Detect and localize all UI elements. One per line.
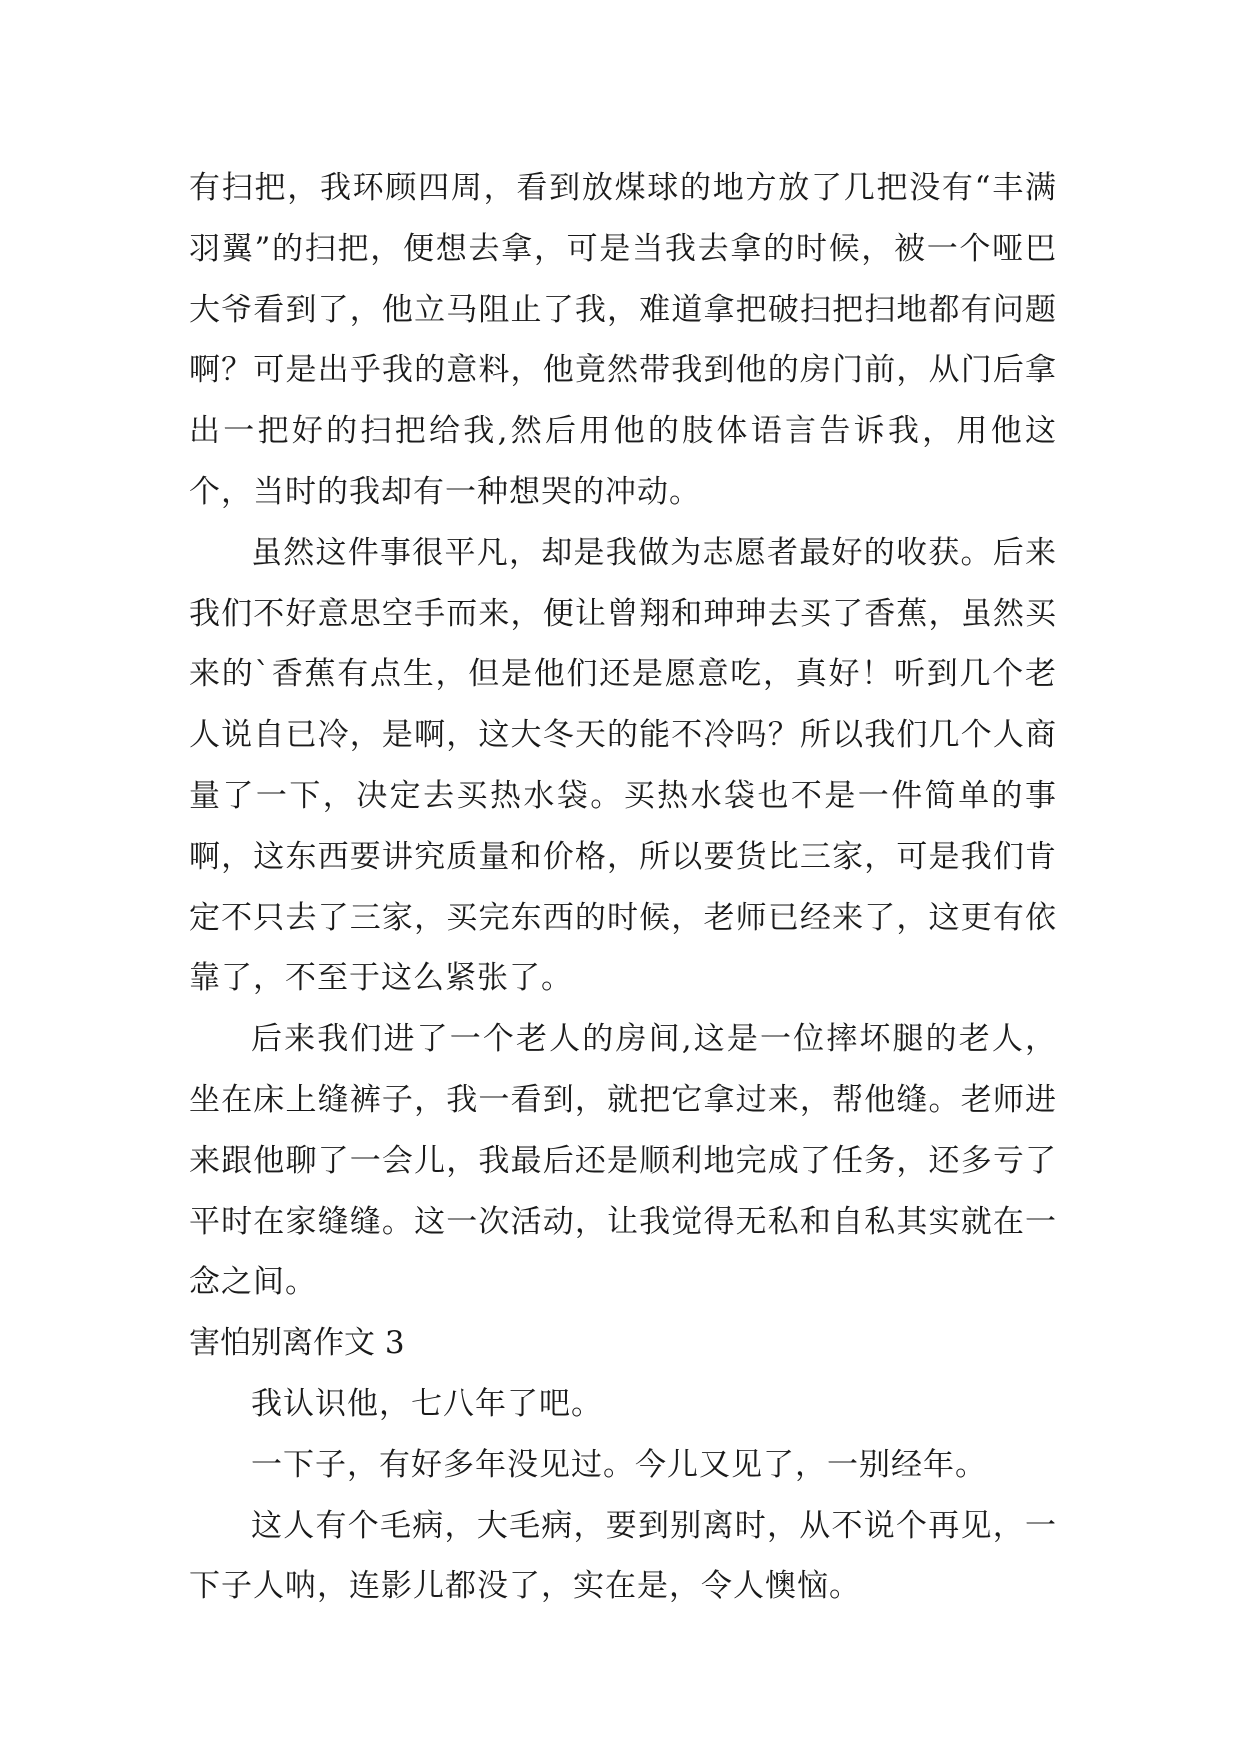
section-heading: 害怕别离作文 3 bbox=[189, 1325, 405, 1362]
paragraph-2: 虽然这件事很平凡，却是我做为志愿者最好的收获。后来我们不好意思空手而来，便让曾翔和珅珅去买了香蕉，虽然买来的`香蕉有点生，但是他们还是愿意吃，真好！听到几个老人说自已冷，是啊，这大冬天的能不冷吗？所以我们几个人商量了一下，决定去买热水袋。买热水袋也不是一件简单的事啊，这东西要讲究质量和价格，所以要货比三家，可是我们肯定不只去了三家，买完东西的时候，老师已经来了，这更有依靠了，不至于这么紧张了。 bbox=[189, 534, 1057, 997]
paragraph-6: 这人有个毛病，大毛病，要到别离时，从不说个再见，一下子人呐，连影儿都没了，实在是，令人懊恼。 bbox=[189, 1507, 1057, 1605]
paragraph-4: 我认识他，七八年了吧。 bbox=[251, 1385, 603, 1422]
document-body bbox=[189, 158, 1057, 1617]
paragraph-5: 一下子，有好多年没见过。今儿又见了，一别经年。 bbox=[251, 1446, 987, 1483]
paragraph-3: 后来我们进了一个老人的房间,这是一位摔坏腿的老人，坐在床上缝裤子，我一看到，就把它拿过来，帮他缝。老师进来跟他聊了一会儿，我最后还是顺利地完成了任务，还多亏了平时在家缝缝。这一次活动，让我觉得无私和自私其实就在一念之间。 bbox=[189, 1021, 1057, 1301]
paragraph-1: 有扫把，我环顾四周，看到放煤球的地方放了几把没有“丰满羽翼”的扫把，便想去拿，可是当我去拿的时候，被一个哑巴大爷看到了，他立马阻止了我，难道拿把破扫把扫地都有问题啊？可是出乎我的意料，他竟然带我到他的房门前，从门后拿出一把好的扫把给我,然后用他的肢体语言告诉我，用他这个，当时的我却有一种想哭的冲动。 bbox=[189, 170, 1057, 510]
